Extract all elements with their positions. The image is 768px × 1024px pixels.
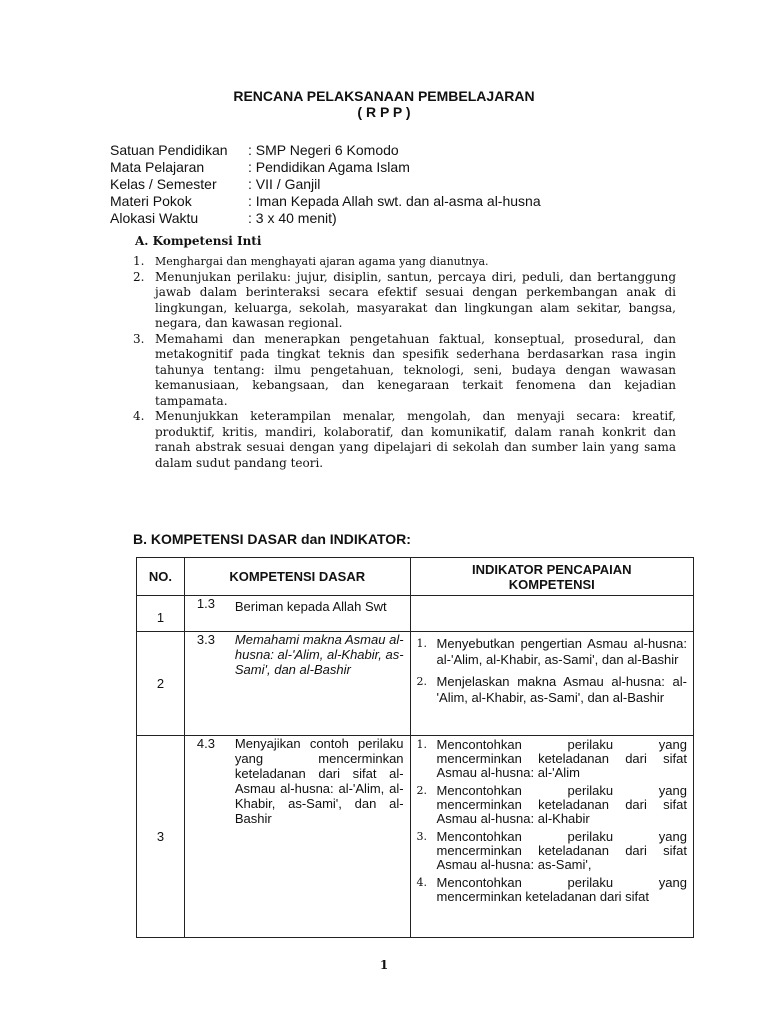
info-row: [110, 176, 541, 193]
info-row: [110, 142, 541, 159]
info-value: : SMP Negeri 6 Komodo: [248, 142, 399, 158]
table-row: [137, 596, 694, 632]
indicator-item: [417, 738, 687, 780]
indicator-item: [417, 636, 687, 668]
indicator-text: Menjelaskan makna Asmau al-husna: al-'Alim, al-Khabir, as-Sami', dan al-Bashir: [436, 674, 687, 705]
kd-text: Memahami makna Asmau al-husna: al-'Alim, al-Khabir, as-Sami', dan al-Bashir: [234, 632, 404, 677]
list-item: [133, 332, 676, 410]
indicator-text: Mencontohkan perilaku yang mencerminkan keteladanan dari sifat Asmau al-husna: as-Sami',: [436, 829, 687, 872]
table-row: [137, 736, 694, 938]
indicator-text: Menyebutkan pengertian Asmau al-husna: al-'Alim, al-Khabir, as-Sami', dan al-Bashir: [436, 636, 687, 667]
info-label: Mata Pelajaran: [110, 159, 205, 175]
info-label: Materi Pokok: [110, 193, 192, 209]
kd-cell: [184, 736, 410, 938]
document-title: RENCANA PELAKSANAAN PEMBELAJARAN: [233, 88, 535, 104]
indicator-number: 2.: [416, 675, 428, 688]
kd-cell: [184, 596, 410, 632]
column-header-indicator: INDIKATOR PENCAPAIAN KOMPETENSI: [410, 558, 693, 596]
list-item: [133, 254, 676, 270]
info-row: [110, 159, 541, 176]
indicator-item: [417, 876, 687, 904]
indicator-cell: [410, 632, 693, 736]
row-number: 1: [137, 596, 185, 632]
indicator-number: 1.: [416, 738, 428, 751]
identity-block: [110, 142, 541, 227]
column-header-kd: KOMPETENSI DASAR: [184, 558, 410, 596]
kd-text: Beriman kepada Allah Swt: [234, 599, 387, 614]
item-text: Memahami dan menerapkan pengetahuan faktual, konseptual, prosedural, dan metakognitif pada tingkat teknis dan spesifik sederhana berdasarkan rasa ingin tahunya tentang: ilmu pengetahuan, teknologi, seni, budaya dengan wawasan kemanusiaan, kebangsaan, dan kenegaraan terkait fenomena dan kejadian tampamata.: [155, 331, 676, 408]
kd-cell: [184, 632, 410, 736]
item-text: Menghargai dan menghayati ajaran agama yang dianutnya.: [155, 255, 489, 268]
kd-number: 4.3: [196, 736, 215, 751]
item-number: 2.: [133, 269, 145, 284]
page-number: 1: [379, 958, 389, 972]
list-item: [133, 409, 676, 471]
info-row: [110, 193, 541, 210]
indicator-item: [417, 784, 687, 826]
row-number: 2: [137, 632, 185, 736]
indicator-cell: [410, 596, 693, 632]
item-number: 4.: [133, 409, 145, 423]
info-value: : Iman Kepada Allah swt. dan al-asma al-husna: [248, 193, 541, 209]
indicator-item: [417, 830, 687, 872]
indicator-item: [417, 674, 687, 706]
kd-text: Menyajikan contoh perilaku yang mencerminkan keteladanan dari sifat al-Asmau al-husna: al-'Alim, al-Khabir, as-Sami', dan al-Bashir: [234, 736, 404, 826]
item-number: 3.: [133, 331, 145, 346]
info-value: : VII / Ganjil: [248, 176, 321, 192]
core-competence-list: [133, 254, 676, 471]
kd-number: 3.3: [196, 632, 215, 647]
indicator-text: Mencontohkan perilaku yang mencerminkan keteladanan dari sifat Asmau al-husna: al-'Alim: [436, 737, 687, 780]
indicator-number: 1.: [416, 637, 428, 650]
indicator-number: 2.: [416, 784, 428, 797]
indicator-text: Mencontohkan perilaku yang mencerminkan keteladanan dari sifat: [436, 875, 687, 904]
table-header-row: [137, 558, 694, 596]
row-number: 3: [137, 736, 185, 938]
indicator-number: 3.: [416, 830, 428, 843]
info-label: Kelas / Semester: [110, 176, 217, 192]
item-text: Menunjukkan keterampilan menalar, mengolah, dan menyaji secara: kreatif, produktif, kritis, mandiri, kolaboratif, dan komunikatif, dalam ranah konkrit dan ranah abstrak sesuai dengan yang dipelajari di sekolah dan sumber lain yang sama dalam sudut pandang teori.: [155, 409, 676, 470]
info-value: : 3 x 40 menit): [248, 210, 337, 226]
info-row: [110, 210, 541, 227]
item-text: Menunjukan perilaku: jujur, disiplin, santun, percaya diri, peduli, dan bertanggung jawab dalam berinteraksi secara efektif sesuai dengan perkembangan anak di lingkungan, keluarga, sekolah, masyarakat dan lingkungan alam sekitar, bangsa, negara, dan kawasan regional.: [155, 269, 676, 330]
item-number: 1.: [133, 254, 145, 268]
kd-number: 1.3: [196, 596, 215, 611]
section-a-heading: A. Kompetensi Inti: [135, 234, 262, 248]
column-header-no: NO.: [137, 558, 185, 596]
indicator-cell: [410, 736, 693, 938]
competence-table: [136, 557, 694, 938]
list-item: [133, 270, 676, 332]
document-subtitle: ( R P P ): [357, 104, 411, 120]
info-value: : Pendidikan Agama Islam: [248, 159, 410, 175]
indicator-text: Mencontohkan perilaku yang mencerminkan keteladanan dari sifat Asmau al-husna: al-Khabir: [436, 783, 687, 826]
indicator-number: 4.: [416, 876, 428, 889]
info-label: Alokasi Waktu: [110, 210, 199, 226]
table-row: [137, 632, 694, 736]
info-label: Satuan Pendidikan: [110, 142, 228, 158]
section-b-heading: B. KOMPETENSI DASAR dan INDIKATOR:: [133, 531, 411, 547]
